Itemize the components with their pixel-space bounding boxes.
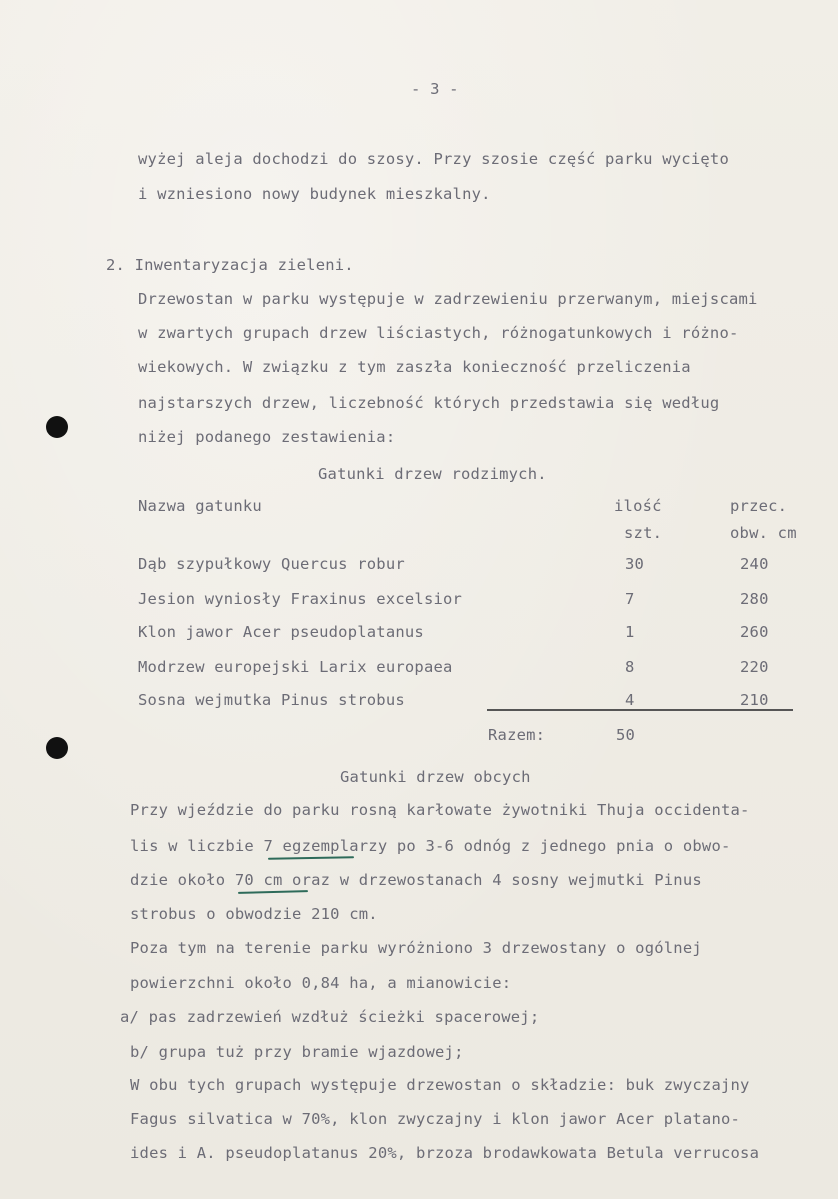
page-number: - 3 -: [411, 80, 459, 98]
paragraph-line: w zwartych grupach drzew liściastych, różnogatunkowych i różno-: [138, 324, 739, 342]
table-row-name: Klon jawor Acer pseudoplatanus: [138, 623, 424, 641]
table-header-circ-unit: obw. cm: [730, 524, 797, 542]
paragraph-line: strobus o obwodzie 210 cm.: [130, 905, 378, 923]
list-item: a/ pas zadrzewień wzdłuż ścieżki spacerowej;: [120, 1008, 540, 1026]
handwritten-underline: [268, 856, 354, 860]
table-row-qty: 4: [625, 691, 635, 709]
paragraph-line: Przy wjeździe do parku rosną karłowate żywotniki Thuja occidenta-: [130, 801, 750, 819]
paragraph-line: niżej podanego zestawienia:: [138, 428, 396, 446]
paragraph-line: Poza tym na terenie parku wyróżniono 3 drzewostany o ogólnej: [130, 939, 702, 957]
paragraph-line: i wzniesiono nowy budynek mieszkalny.: [138, 185, 491, 203]
table-total-label: Razem:: [488, 726, 546, 744]
handwritten-underline: [238, 890, 308, 894]
table-row-name: Sosna wejmutka Pinus strobus: [138, 691, 405, 709]
table-header-circ: przec.: [730, 497, 788, 515]
table-row-qty: 8: [625, 658, 635, 676]
table-title: Gatunki drzew rodzimych.: [318, 465, 547, 483]
paragraph-line: wiekowych. W związku z tym zaszła konieczność przeliczenia: [138, 358, 691, 376]
paragraph-line: wyżej aleja dochodzi do szosy. Przy szosie część parku wycięto: [138, 150, 729, 168]
table-total-value: 50: [616, 726, 636, 744]
table-row-circ: 240: [740, 555, 769, 573]
table-row-qty: 7: [625, 590, 635, 608]
paragraph-line: dzie około 70 cm oraz w drzewostanach 4 sosny wejmutki Pinus: [130, 871, 702, 889]
table-header-qty: ilość: [614, 497, 662, 515]
table-row-circ: 260: [740, 623, 769, 641]
section-heading: 2. Inwentaryzacja zieleni.: [106, 256, 354, 274]
table-row-circ: 220: [740, 658, 769, 676]
total-rule: [487, 709, 793, 711]
table-row-qty: 30: [625, 555, 645, 573]
paragraph-line: W obu tych grupach występuje drzewostan o składzie: buk zwyczajny: [130, 1076, 750, 1094]
table-row-name: Modrzew europejski Larix europaea: [138, 658, 453, 676]
table-row-name: Dąb szypułkowy Quercus robur: [138, 555, 405, 573]
table-row-name: Jesion wyniosły Fraxinus excelsior: [138, 590, 463, 608]
paragraph-line: Drzewostan w parku występuje w zadrzewieniu przerwanym, miejscami: [138, 290, 758, 308]
table-header-name: Nazwa gatunku: [138, 497, 262, 515]
table-header-qty-unit: szt.: [624, 524, 663, 542]
list-item: b/ grupa tuż przy bramie wjazdowej;: [130, 1043, 464, 1061]
table-row-circ: 280: [740, 590, 769, 608]
paragraph-line: lis w liczbie 7 egzemplarzy po 3-6 odnóg z jednego pnia o obwo-: [130, 837, 731, 855]
paragraph-line: powierzchni około 0,84 ha, a mianowicie:: [130, 974, 512, 992]
paragraph-line: ides i A. pseudoplatanus 20%, brzoza brodawkowata Betula verrucosa: [130, 1144, 760, 1162]
punch-hole-top: [46, 416, 68, 438]
table-row-circ: 210: [740, 691, 769, 709]
table-row-qty: 1: [625, 623, 635, 641]
punch-hole-bottom: [46, 737, 68, 759]
section-subtitle: Gatunki drzew obcych: [340, 768, 531, 786]
paragraph-line: Fagus silvatica w 70%, klon zwyczajny i klon jawor Acer platano-: [130, 1110, 741, 1128]
paragraph-line: najstarszych drzew, liczebność których przedstawia się według: [138, 394, 720, 412]
